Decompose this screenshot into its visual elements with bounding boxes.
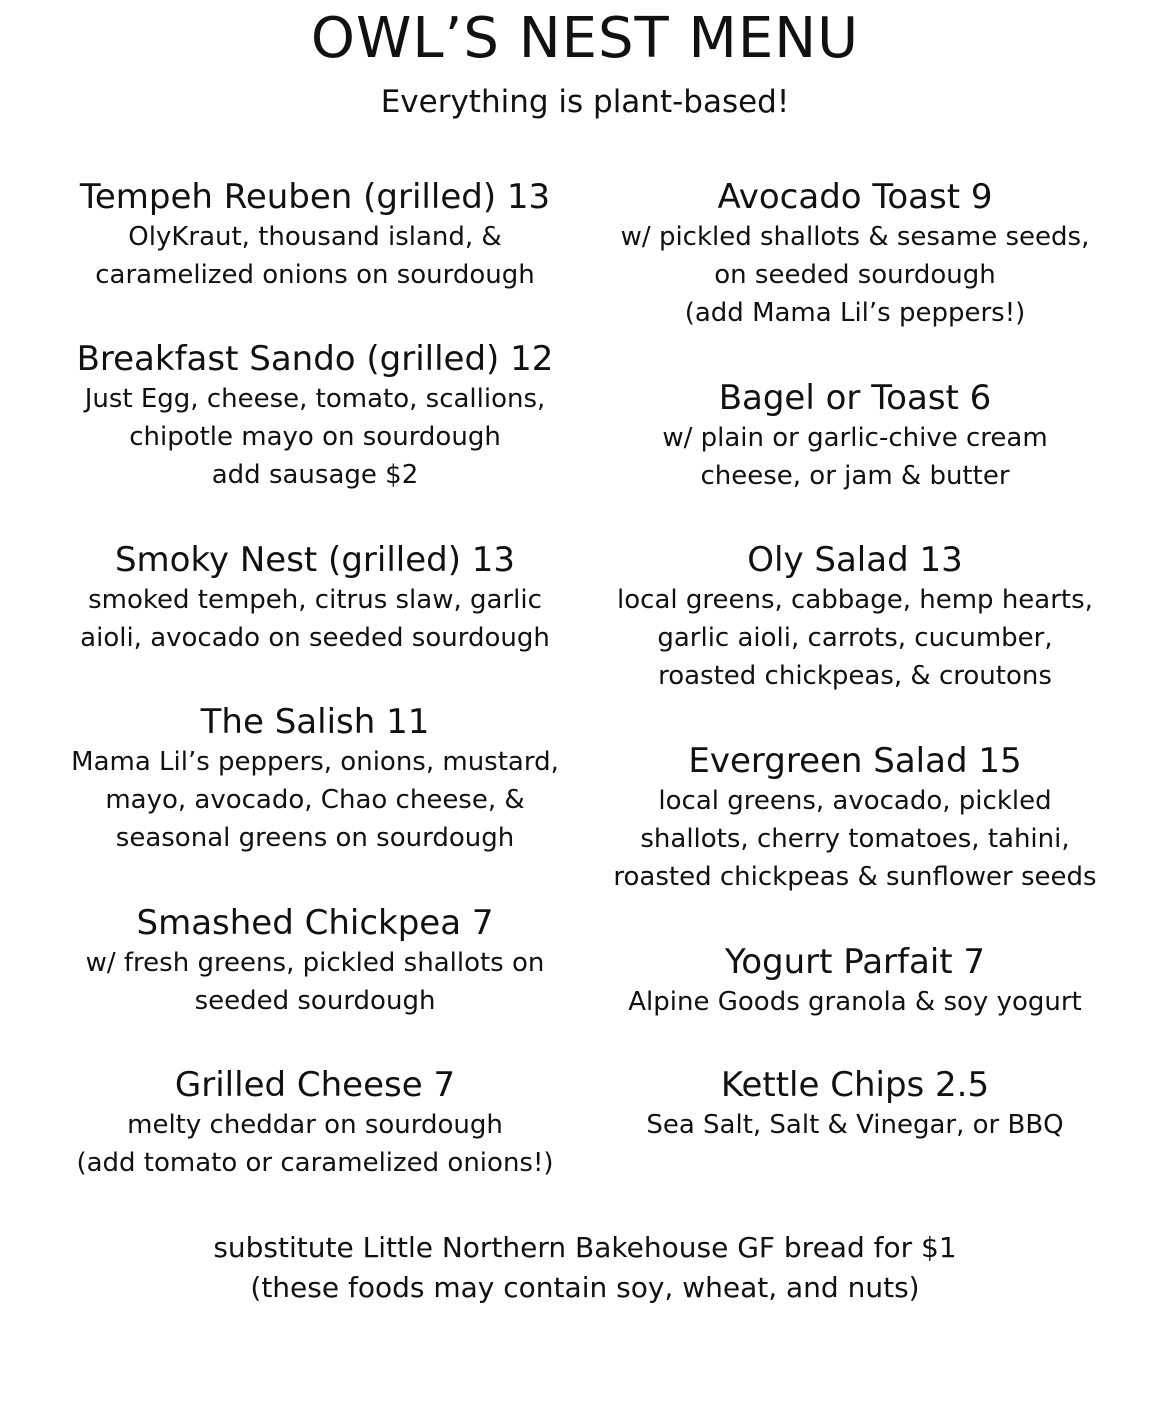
- menu-item-tempeh-reuben: [55, 176, 575, 294]
- menu-item-oly-salad: [590, 539, 1120, 695]
- menu-item-avocado-toast: [590, 176, 1120, 332]
- item-name: Tempeh Reuben (grilled) 13: [79, 177, 551, 217]
- menu-title: OWL’S NEST MENU: [310, 6, 860, 71]
- item-desc-line: local greens, avocado, pickled: [658, 786, 1052, 816]
- item-desc-line: aioli, avocado on seeded sourdough: [80, 623, 550, 653]
- item-desc-line: Just Egg, cheese, tomato, scallions,: [84, 384, 546, 414]
- item-desc-line: chipotle mayo on sourdough: [129, 422, 501, 452]
- item-desc-line: (add tomato or caramelized onions!): [76, 1148, 554, 1178]
- item-desc-line: mayo, avocado, Chao cheese, &: [105, 785, 525, 815]
- menu-item-breakfast-sando: [55, 338, 575, 494]
- item-desc-line: (add Mama Lil’s peppers!): [684, 298, 1026, 328]
- item-desc-line: w/ pickled shallots & sesame seeds,: [620, 222, 1090, 252]
- menu-item-evergreen-salad: [590, 740, 1120, 896]
- item-desc-line: on seeded sourdough: [714, 260, 996, 290]
- item-desc-line: cheese, or jam & butter: [700, 461, 1010, 491]
- item-desc-line: OlyKraut, thousand island, &: [128, 222, 502, 252]
- item-name: Smashed Chickpea 7: [136, 903, 494, 943]
- allergen-note: (these foods may contain soy, wheat, and nuts): [250, 1271, 920, 1304]
- item-desc-line: local greens, cabbage, hemp hearts,: [617, 585, 1093, 615]
- menu-item-bagel-or-toast: [590, 377, 1120, 495]
- item-desc-line: Sea Salt, Salt & Vinegar, or BBQ: [646, 1110, 1064, 1140]
- item-name: Yogurt Parfait 7: [724, 942, 986, 982]
- item-name: Oly Salad 13: [747, 540, 963, 580]
- item-name: Kettle Chips 2.5: [720, 1065, 990, 1105]
- item-desc-line: Alpine Goods granola & soy yogurt: [628, 987, 1082, 1017]
- item-desc-line: w/ plain or garlic-chive cream: [662, 423, 1048, 453]
- item-desc-line: caramelized onions on sourdough: [95, 260, 535, 290]
- item-desc-line: roasted chickpeas & sunflower seeds: [613, 862, 1097, 892]
- menu-item-yogurt-parfait: [590, 941, 1120, 1021]
- item-desc-line: w/ fresh greens, pickled shallots on: [85, 948, 545, 978]
- menu-item-kettle-chips: [590, 1064, 1120, 1144]
- item-desc-line: shallots, cherry tomatoes, tahini,: [640, 824, 1070, 854]
- menu-subtitle: Everything is plant-based!: [380, 84, 790, 120]
- item-name: Evergreen Salad 15: [688, 741, 1022, 781]
- item-desc-line: garlic aioli, carrots, cucumber,: [657, 623, 1053, 653]
- menu-item-smoky-nest: [55, 539, 575, 657]
- menu-item-smashed-chickpea: [55, 902, 575, 1020]
- item-desc-line: roasted chickpeas, & croutons: [658, 661, 1052, 691]
- item-name: Breakfast Sando (grilled) 12: [76, 339, 554, 379]
- menu-item-the-salish: [55, 701, 575, 857]
- item-desc-line: Mama Lil’s peppers, onions, mustard,: [71, 747, 559, 777]
- item-name: The Salish 11: [200, 702, 430, 742]
- item-name: Bagel or Toast 6: [718, 378, 992, 418]
- item-name: Avocado Toast 9: [717, 177, 993, 217]
- item-desc-line: smoked tempeh, citrus slaw, garlic: [88, 585, 542, 615]
- item-desc-line: seeded sourdough: [194, 986, 436, 1016]
- item-desc-line: add sausage $2: [211, 460, 419, 490]
- menu-footer: [0, 1228, 1170, 1308]
- item-desc-line: seasonal greens on sourdough: [115, 823, 515, 853]
- gf-substitution-note: substitute Little Northern Bakehouse GF bread for $1: [213, 1231, 957, 1264]
- item-desc-line: melty cheddar on sourdough: [127, 1110, 503, 1140]
- item-name: Smoky Nest (grilled) 13: [114, 540, 516, 580]
- menu-item-grilled-cheese: [55, 1064, 575, 1182]
- item-name: Grilled Cheese 7: [174, 1065, 456, 1105]
